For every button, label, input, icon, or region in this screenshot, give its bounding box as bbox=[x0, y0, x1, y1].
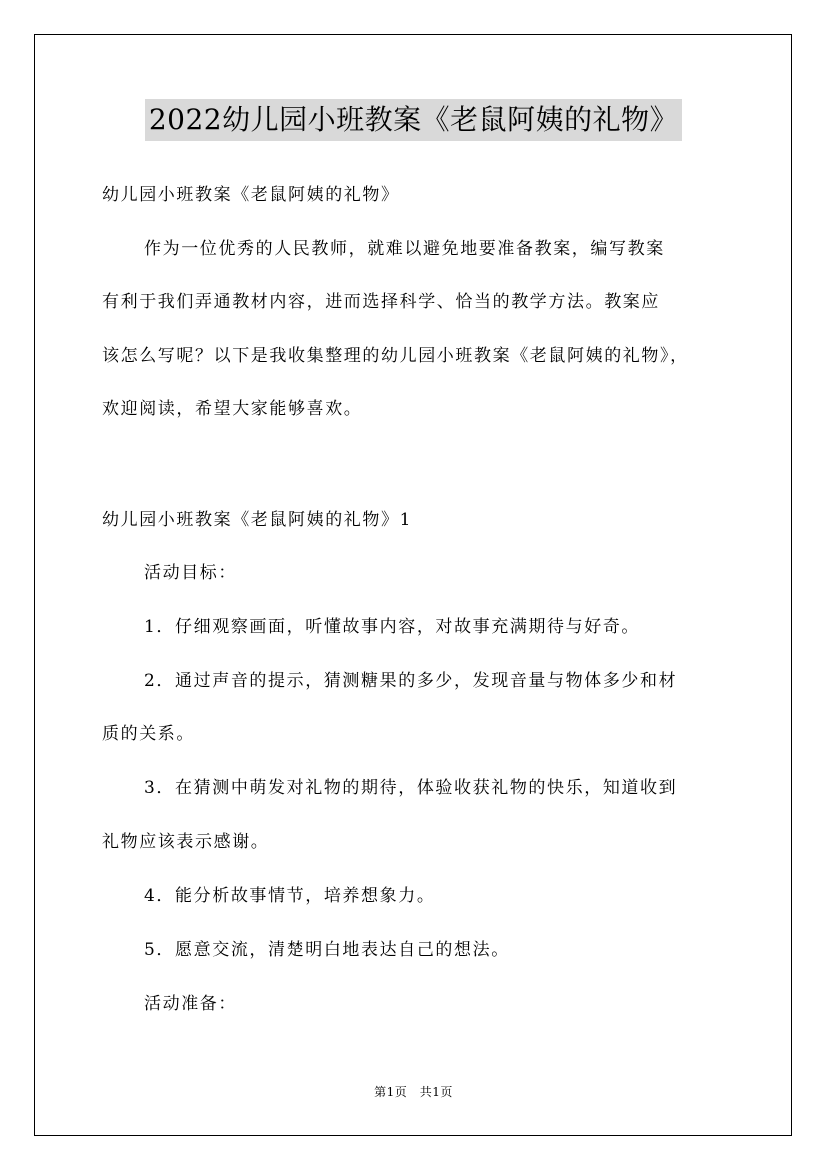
document-subtitle: 幼儿园小班教案《老鼠阿姨的礼物》 bbox=[102, 185, 400, 205]
goal-item-2: 2．通过声音的提示，猜测糖果的多少，发现音量与物体多少和材 bbox=[144, 671, 678, 691]
document-title: 2022幼儿园小班教案《老鼠阿姨的礼物》 bbox=[145, 99, 682, 141]
page-footer: 第1页 共1页 bbox=[374, 1085, 453, 1099]
goal-item-1: 1．仔细观察画面，听懂故事内容，对故事充满期待与好奇。 bbox=[144, 617, 641, 637]
goal-item-4: 4．能分析故事情节，培养想象力。 bbox=[144, 886, 436, 906]
prep-heading: 活动准备： bbox=[144, 994, 237, 1014]
goals-heading: 活动目标： bbox=[144, 563, 237, 583]
goal-item-3: 3．在猜测中萌发对礼物的期待，体验收获礼物的快乐，知道收到 bbox=[144, 778, 678, 798]
goal-item-5: 5．愿意交流，清楚明白地表达自己的想法。 bbox=[144, 940, 510, 960]
goal-item-2-cont: 质的关系。 bbox=[102, 724, 195, 744]
intro-line-2: 有利于我们弄通教材内容，进而选择科学、恰当的教学方法。教案应 bbox=[102, 292, 660, 312]
section-heading: 幼儿园小班教案《老鼠阿姨的礼物》1 bbox=[102, 510, 413, 530]
intro-line-1: 作为一位优秀的人民教师，就难以避免地要准备教案，编写教案 bbox=[144, 239, 665, 259]
document-title-block bbox=[0, 99, 827, 143]
intro-line-4: 欢迎阅读，希望大家能够喜欢。 bbox=[102, 399, 363, 419]
intro-line-3: 该怎么写呢？以下是我收集整理的幼儿园小班教案《老鼠阿姨的礼物》， bbox=[102, 346, 689, 366]
goal-item-3-cont: 礼物应该表示感谢。 bbox=[102, 832, 270, 852]
